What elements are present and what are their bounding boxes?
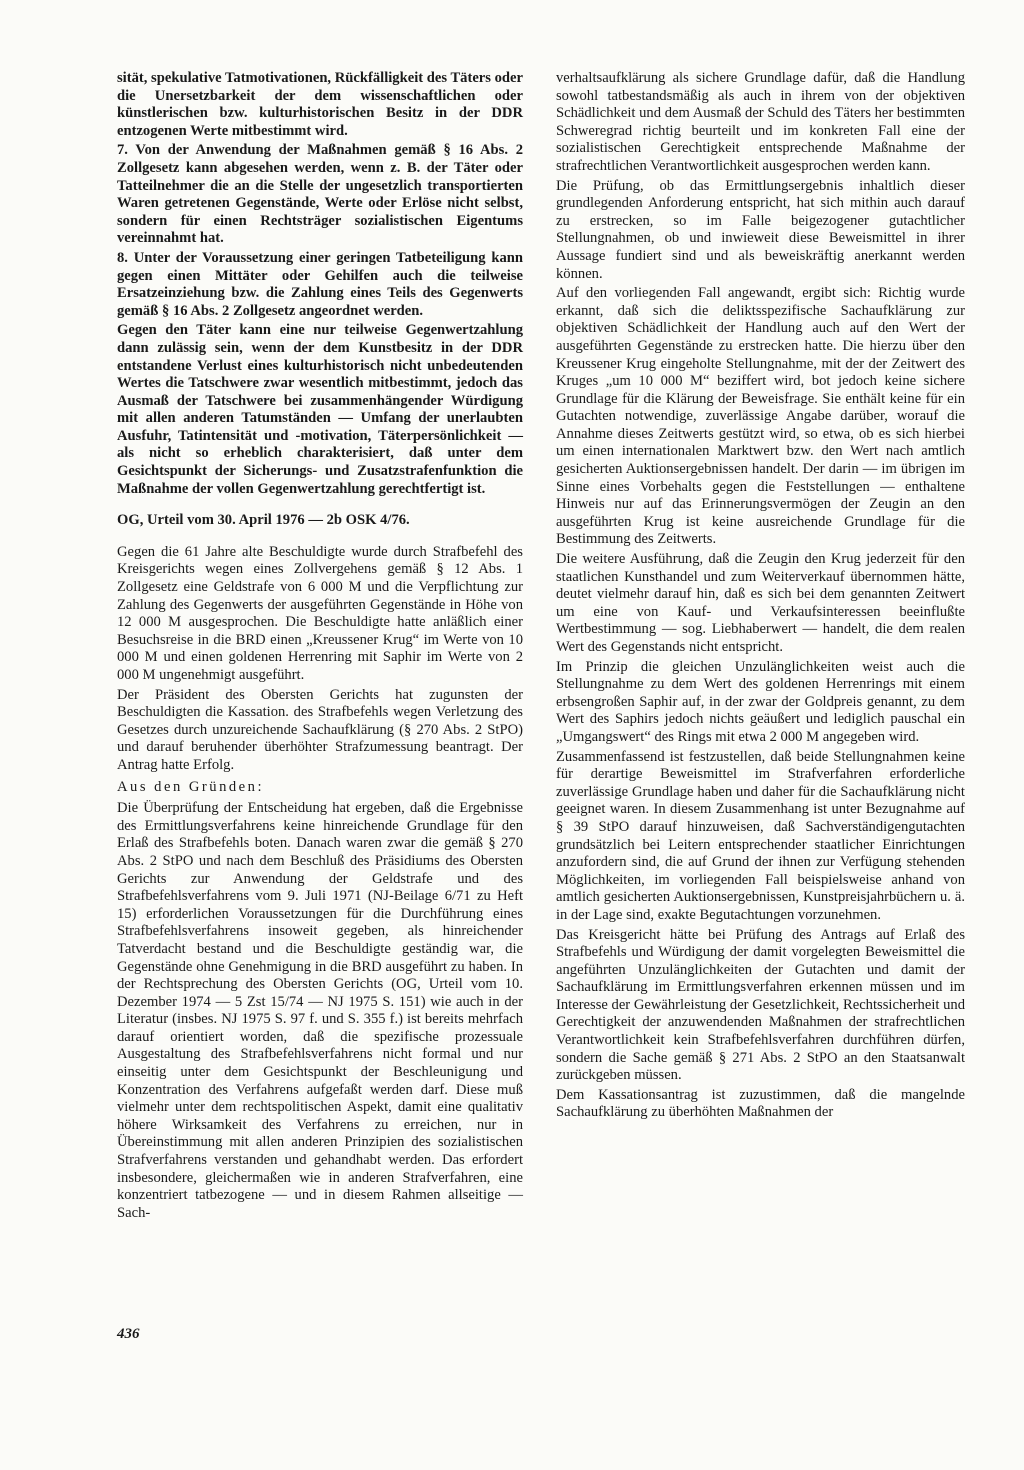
body-paragraph: Dem Kassationsantrag ist zuzustimmen, daß die mangelnde Sachaufklärung zu überhöhten Maßnahmen der [556, 1086, 965, 1121]
case-citation: OG, Urteil vom 30. April 1976 — 2b OSK 4/76. [117, 512, 410, 529]
body-paragraph: Die weitere Ausführung, daß die Zeugin den Krug jederzeit für den staatlichen Kunsthandel und zum Weiterverkauf übernommen hätte, deutet vielmehr darauf hin, daß es sich bei dem genannten Zeitwert um eine von Kauf- und Verkaufsinteressen beeinflußte Wertbestimmung — sog. Liebhaberwert — handelt, die dem realen Wert des Gegenstands nicht entspricht. [556, 551, 965, 655]
body-paragraph: Das Kreisgericht hätte bei Prüfung des Antrags auf Erlaß des Strafbefehls und Würdigung der damit vorgelegten Beweismittel die angeführten Unzulänglichkeiten der Gutachten und damit der Sachaufklärung im Ermittlungsverfahren erkennen müssen und im Interesse der Gewährleistung der Gesetzlichkeit, Rechtssicherheit und Gerechtigkeit der anzuwendenden Maßnahmen der strafrechtlichen Verantwortlichkeit kein Strafbefehlsverfahren durchführen dürfen, sondern die Sache gemäß § 271 Abs. 2 StPO an den Staatsanwalt zurückgeben müssen. [556, 926, 965, 1084]
headnote-paragraph: 7. Von der Anwendung der Maßnahmen gemäß § 16 Abs. 2 Zollgesetz kann abgesehen werden, wenn z. B. der Täter oder Tatteilnehmer die an die Stelle der ungesetzlich transportierten Waren getretenen Gegenstände, Werte oder Erlöse nicht selbst, sondern für einen Rechtsträger sozialistischen Eigentums vereinnahmt hat. [117, 142, 523, 247]
body-paragraph: Auf den vorliegenden Fall angewandt, ergibt sich: Richtig wurde erkannt, daß sich die deliktsspezifische Sachaufklärung zur objektiven Schädlichkeit der Handlung auch auf den Wert der ausgeführten Gegenstände zu erstrecken hatte. Die hierzu über den Kreussener Krug eingeholte Stellungnahme, mit der der Zeitwert des Kruges „um 10 000 M“ beziffert wird, bot jedoch keine sichere Grundlage für die Klärung der Beweisfrage. Sie enthält keine für ein Gutachten notwendige, zuverlässige Angabe darüber, worauf die Annahme dieses Zeitwerts gestützt wird, so etwa, ob es sich hierbei um einen internationalen Marktwert bzw. den Wert nach amtlich gesicherten Auktionsergebnissen handelt. Der darin — im übrigen im Sinne eines Vorbehalts gegen die Feststellungen — enthaltene Hinweis nur auf das Erinnerungsvermögen der Zeugin an den ausgeführten Krug ist keine ausreichende Grundlage für die Bestimmung des Zeitwerts. [556, 285, 965, 548]
page-number: 436 [117, 1326, 140, 1342]
facts-paragraph: Der Präsident des Obersten Gerichts hat zugunsten der Beschuldigten die Kassation. des Strafbefehls wegen Verletzung des Gesetzes durch unzureichende Sachaufklärung (§ 270 Abs. 2 StPO) und darauf beruhender überhöhter Strafzumessung beantragt. Der Antrag hatte Erfolg. [117, 686, 523, 773]
left-column [117, 70, 523, 1224]
headnote-paragraph: sität, spekulative Tatmotivationen, Rückfälligkeit des Täters oder die Unersetzbarkeit der dem wissenschaftlichen oder künstlerischen bzw. kulturhistorischen Besitz in der DDR entzogenen Werte mitbestimmt wird. [117, 70, 523, 139]
body-paragraph: verhaltsaufklärung als sichere Grundlage dafür, daß die Handlung sowohl tatbestandsmäßig als auch in ihrem von der objektiven Schädlichkeit und dem Ausmaß der Schuld des Täters her bestimmten Schweregrad richtig beurteilt und im konkreten Fall eine der sozialistischen Gerechtigkeit entsprechende Maßnahme der strafrechtlichen Verantwortlichkeit ausgesprochen werden kann. [556, 70, 965, 174]
body-paragraph: Zusammenfassend ist festzustellen, daß beide Stellungnahmen keine für derartige Beweismittel im Strafverfahren erforderliche zuverlässige Grundlage haben und daher für die Sachaufklärung nicht geeignet waren. In diesem Zusammenhang ist unter Bezugnahme auf § 39 StPO darauf hinzuweisen, daß Sachverständigengutachten grundsätzlich bei Leitern entsprechender staatlicher Einrichtungen anzufordern sind, die auf Grund der ihnen zur Verfügung stehenden Möglichkeiten, im vorliegenden Fall beispielsweise anhand von amtlich gesicherten Auktionsergebnissen, Kunstpreisjahrbüchern u. ä. in der Lage sind, exakte Begutachtungen vorzunehmen. [556, 748, 965, 923]
facts-paragraph: Gegen die 61 Jahre alte Beschuldigte wurde durch Strafbefehl des Kreisgerichts wegen eines Zollvergehens gemäß § 12 Abs. 1 Zollgesetz eine Geldstrafe von 6 000 M und die Verpflichtung zur Zahlung des Gegenwerts der ausgeführten Gegenstände in Höhe von 12 000 M ausgesprochen. Die Beschuldigte hatte anläßlich einer Besuchsreise in die BRD einen „Kreussener Krug“ im Werte von 10 000 M und einen goldenen Herrenring mit Saphir im Werte von 2 000 M ungenehmigt ausgeführt. [117, 543, 523, 683]
reasons-paragraph: Die Überprüfung der Entscheidung hat ergeben, daß die Ergebnisse des Ermittlungsverfahrens keine hinreichende Grundlage für den Erlaß des Strafbefehls boten. Danach waren zwar die gemäß § 270 Abs. 2 StPO und nach dem Beschluß des Präsidiums des Obersten Gerichts zur Anwendung der Geldstrafe und des Strafbefehlsverfahrens vom 9. Juli 1971 (NJ-Beilage 6/71 zu Heft 15) erforderlichen Voraussetzungen für die Durchführung eines Strafbefehlsverfahrens insoweit gegeben, als hinreichender Tatverdacht bestand und die Beschuldigte geständig war, die Gegenstände ohne Genehmigung in die BRD ausgeführt zu haben. In der Rechtsprechung des Obersten Gerichts (OG, Urteil vom 10. Dezember 1974 — 5 Zst 15/74 — NJ 1975 S. 151) wie auch in der Literatur (insbes. NJ 1975 S. 97 f. und S. 355 f.) ist bereits mehrfach darauf orientiert worden, daß die spezifische prozessuale Ausgestaltung des Strafbefehlsverfahrens nicht formal und nur einseitig unter dem Gesichtspunkt der Beschleunigung und Konzentration des Verfahrens aufgefaßt werden darf. Diese muß vielmehr unter dem rechtspolitischen Aspekt, damit eine qualitativ höhere Wirksamkeit des Verfahrens zu erreichen, nur in Übereinstimmung mit allen anderen Prinzipien des sozialistischen Strafverfahrens verstanden und gehandhabt werden. Das erfordert insbesondere, gleichermaßen wie in anderen Strafverfahren, eine konzentriert tatbezogene — und in diesem Rahmen allseitige — Sach- [117, 800, 523, 1221]
body-paragraph: Im Prinzip die gleichen Unzulänglichkeiten weist auch die Stellungnahme zu dem Wert des goldenen Herrenrings mit einem erbsengroßen Saphir auf, in der zwar der Goldpreis genannt, zu dem Wert des Saphirs jedoch nichts geäußert und lediglich pauschal ein „Umgangswert“ des Rings mit etwa 2 000 M angegeben wird. [556, 658, 965, 745]
body-paragraph: Die Prüfung, ob das Ermittlungsergebnis inhaltlich dieser grundlegenden Anforderung entspricht, hat sich mithin auch darauf zu erstrecken, so im Falle beigezogener gutachtlicher Stellungnahmen, ob und inwieweit diese Beweismittel in ihrer Aussage fundiert sind und als beweiskräftig anerkannt werden können. [556, 177, 965, 282]
reasons-heading: Aus den Gründen: [117, 778, 265, 795]
headnote [117, 70, 523, 498]
headnote-paragraph: Gegen den Täter kann eine nur teilweise Gegenwertzahlung dann zulässig sein, wenn der dem Kunstbesitz in der DDR entstandene Verlust eines kulturhistorisch nicht unbedeutenden Wertes die Tatschwere zwar wesentlich mitbestimmt, jedoch das Ausmaß der Tatschwere bei zusammenhängender Würdigung mit allen anderen Tatumständen — Umfang der unerlaubten Ausfuhr, Tatintensität und -motivation, Täterpersönlichkeit — als nicht so erheblich charakterisiert, daß unter dem Gesichtspunkt der Sicherungs- und Zusatzstrafenfunktion die Maßnahme der vollen Gegenwertzahlung gerechtfertigt ist. [117, 322, 523, 497]
right-column [556, 70, 965, 1124]
headnote-paragraph: 8. Unter der Voraussetzung einer geringen Tatbeteiligung kann gegen einen Mittäter oder Gehilfen auch die teilweise Ersatzeinziehung bzw. die Zahlung eines Teils des Gegenwerts gemäß § 16 Abs. 2 Zollgesetz angeordnet werden. [117, 249, 523, 319]
